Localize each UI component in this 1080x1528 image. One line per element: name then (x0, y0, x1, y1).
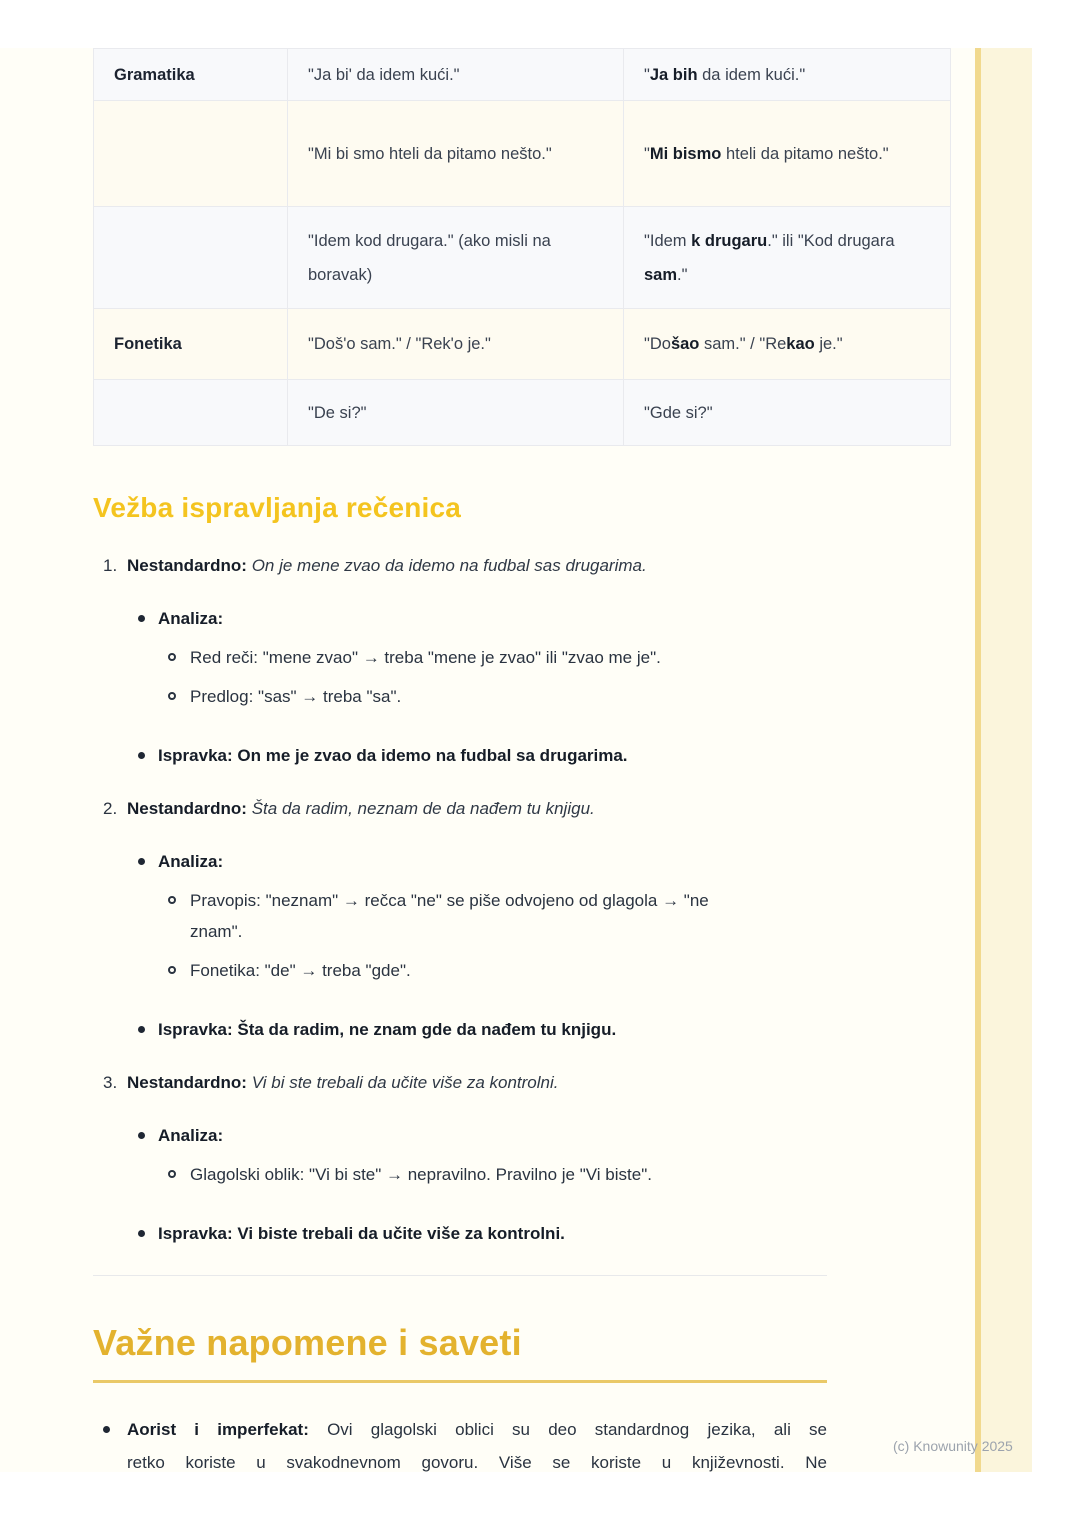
correction-row: Ispravka: Vi biste trebali da učite više za kontrolni. (127, 1218, 827, 1249)
table-row (94, 309, 951, 380)
list-item-3 (93, 1067, 827, 1249)
note-line-1: Aorist i imperfekat: Ovi glagolski oblici su deo standardnog jezika, ali se (127, 1420, 827, 1439)
nonstandard-example-cell: "De si?" (288, 380, 624, 446)
bullet-circle-icon (168, 1170, 176, 1178)
nonstandard-sentence: Nestandardno: Šta da radim, neznam de da nađem tu knjigu. (127, 799, 595, 818)
bullet-disc-icon (103, 1426, 110, 1433)
bullet-circle-icon (168, 653, 176, 661)
list-number: 1. (103, 556, 118, 575)
section-divider (93, 1275, 827, 1276)
nonstandard-example-cell: "Ja bi' da idem kući." (288, 49, 624, 101)
bullet-circle-icon (168, 692, 176, 700)
standard-example-cell: "Mi bismo hteli da pitamo nešto." (624, 101, 951, 207)
correction-row: Ispravka: Šta da radim, ne znam gde da nađem tu knjigu. (127, 1014, 827, 1045)
nonstandard-example-cell: "Mi bi smo hteli da pitamo nešto." (288, 101, 624, 207)
comparison-table (93, 48, 951, 446)
analysis-label-row: Analiza: (127, 1120, 827, 1151)
standard-example-cell: "Idem k drugaru." ili "Kod drugara sam." (624, 207, 951, 309)
analysis-point: Red reči: "mene zvao" → treba "mene je zvao" ili "zvao me je". (127, 642, 827, 673)
correction-row: Ispravka: On me je zvao da idemo na fudbal sa drugarima. (127, 740, 827, 771)
analysis-point: Fonetika: "de" → treba "gde". (127, 955, 827, 986)
table-row (94, 49, 951, 101)
note-line-2: retko koriste u svakodnevnom govoru. Više se koriste u književnosti. Ne (127, 1453, 827, 1472)
analysis-label-row: Analiza: (127, 603, 827, 634)
bullet-circle-icon (168, 896, 176, 904)
bullet-disc-icon (138, 1026, 145, 1033)
exercise-list (93, 550, 827, 1249)
bullet-disc-icon (138, 858, 145, 865)
bullet-disc-icon (138, 615, 145, 622)
nonstandard-example-cell: "Idem kod drugara." (ako misli na boravak) (288, 207, 624, 309)
row-label-cell: Gramatika (94, 49, 288, 101)
section-heading-vazne: Važne napomene i saveti (93, 1320, 827, 1383)
analysis-label-row: Analiza: (127, 846, 827, 877)
analysis-point: Predlog: "sas" → treba "sa". (127, 681, 827, 712)
analysis-point: Glagolski oblik: "Vi bi ste" → nepravilno. Pravilno je "Vi biste". (127, 1159, 827, 1190)
list-item-2 (93, 793, 827, 1045)
list-item-1 (93, 550, 827, 771)
row-label-cell (94, 101, 288, 207)
row-label-cell: Fonetika (94, 309, 288, 380)
table-row (94, 380, 951, 446)
list-number: 2. (103, 799, 118, 818)
document-page (0, 48, 1032, 1472)
bullet-disc-icon (138, 1132, 145, 1139)
analysis-point: Pravopis: "neznam" → rečca "ne" se piše odvojeno od glagola → "ne znam". (127, 885, 827, 947)
table-row (94, 101, 951, 207)
row-label-cell (94, 380, 288, 446)
list-number: 3. (103, 1073, 118, 1092)
row-label-cell (94, 207, 288, 309)
nonstandard-example-cell: "Doš'o sam." / "Rek'o je." (288, 309, 624, 380)
section-heading-vezba: Vežba ispravljanja rečenica (93, 492, 462, 523)
standard-example-cell: "Došao sam." / "Rekao je." (624, 309, 951, 380)
bullet-disc-icon (138, 752, 145, 759)
nonstandard-sentence: Nestandardno: On je mene zvao da idemo na fudbal sas drugarima. (127, 556, 647, 575)
standard-example-cell: "Ja bih da idem kući." (624, 49, 951, 101)
bullet-circle-icon (168, 966, 176, 974)
copyright-watermark: (c) Knowunity 2025 (893, 1438, 1013, 1454)
page-accent-band (975, 48, 1032, 1472)
table-row (94, 207, 951, 309)
nonstandard-sentence: Nestandardno: Vi bi ste trebali da učite više za kontrolni. (127, 1073, 559, 1092)
page-content (93, 48, 895, 1479)
bullet-disc-icon (138, 1230, 145, 1237)
note-item (93, 1413, 827, 1479)
standard-example-cell: "Gde si?" (624, 380, 951, 446)
